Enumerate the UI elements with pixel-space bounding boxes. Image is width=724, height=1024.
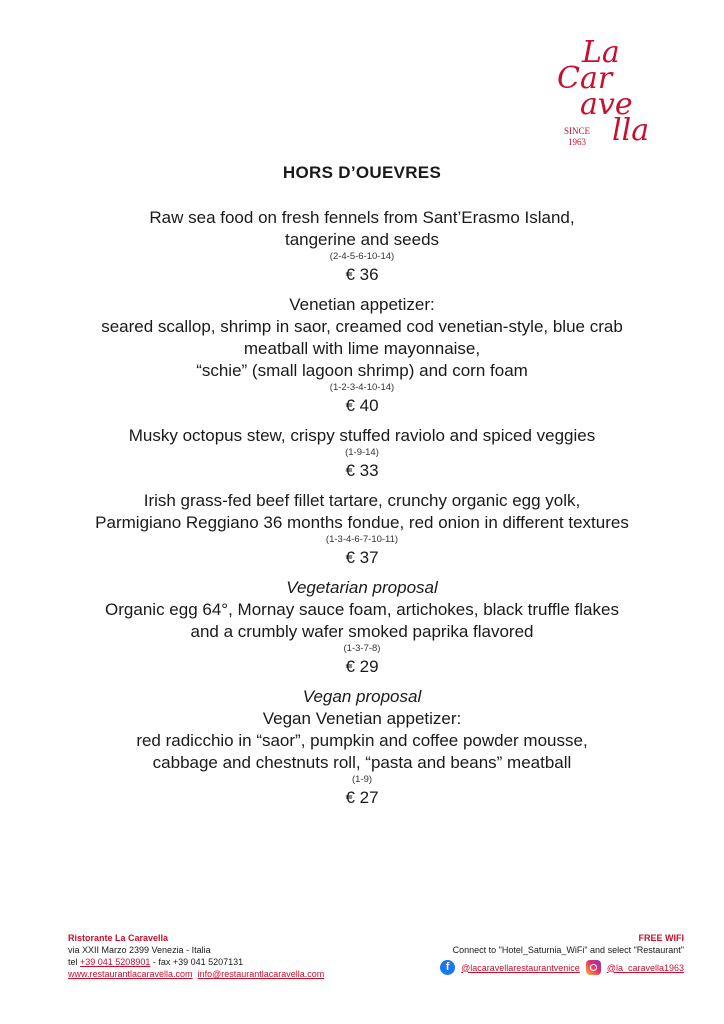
dish-allergens: (1-3-4-6-7-10-11) bbox=[325, 534, 399, 545]
footer-wifi bbox=[440, 932, 684, 975]
tel-label: tel bbox=[68, 957, 81, 967]
menu-dish bbox=[0, 425, 724, 483]
address: via XXII Marzo 2399 Venezia - Italia bbox=[68, 945, 211, 955]
dish-allergens: (1-2-3-4-10-14) bbox=[329, 382, 395, 393]
menu-dish bbox=[0, 686, 724, 810]
dish-price: € 33 bbox=[345, 461, 379, 480]
dish-description: cabbage and chestnuts roll, “pasta and beans” meatball bbox=[152, 753, 572, 772]
email-link[interactable]: info@restaurantlacaravella.com bbox=[197, 969, 325, 979]
wifi-title: FREE WIFI bbox=[638, 933, 684, 943]
dish-description: meatball with lime mayonnaise, bbox=[243, 339, 481, 358]
logo-line-4: lla bbox=[612, 113, 650, 148]
dish-allergens: (2-4-5-6-10-14) bbox=[329, 251, 395, 262]
menu-dish bbox=[0, 294, 724, 418]
dish-price: € 27 bbox=[345, 788, 379, 807]
logo bbox=[552, 36, 687, 151]
logo-line-3: ave bbox=[580, 87, 633, 122]
phone-line bbox=[68, 956, 324, 968]
footer-contact bbox=[68, 932, 324, 980]
fax: - fax +39 041 5207131 bbox=[150, 957, 244, 967]
wifi-text: Connect to "Hotel_Saturnia_WiFi" and select "Restaurant" bbox=[452, 945, 684, 955]
dish-description: Vegan Venetian appetizer: bbox=[262, 709, 462, 728]
logo-since: SINCE bbox=[564, 126, 591, 136]
dish-price: € 37 bbox=[345, 548, 379, 567]
dish-allergens: (1-3-7-8) bbox=[343, 643, 381, 654]
logo-year: 1963 bbox=[568, 137, 586, 147]
footer bbox=[0, 932, 724, 992]
menu-dish bbox=[0, 577, 724, 679]
dish-description: “schie” (small lagoon shrimp) and corn foam bbox=[196, 361, 528, 380]
social-links bbox=[440, 960, 684, 975]
dish-allergens: (1-9-14) bbox=[345, 447, 379, 458]
dish-price: € 29 bbox=[345, 657, 379, 676]
dish-proposal: Vegetarian proposal bbox=[286, 578, 438, 597]
dish-proposal: Vegan proposal bbox=[302, 687, 422, 706]
dish-description: seared scallop, shrimp in saor, creamed cod venetian-style, blue crab bbox=[101, 317, 623, 336]
dish-description: Parmigiano Reggiano 36 months fondue, red onion in different textures bbox=[95, 513, 629, 532]
dish-description: Musky octopus stew, crispy stuffed raviolo and spiced veggies bbox=[128, 426, 596, 445]
dish-price: € 40 bbox=[345, 396, 379, 415]
dish-description: red radicchio in “saor”, pumpkin and coffee powder mousse, bbox=[136, 731, 588, 750]
facebook-link[interactable]: @lacaravellarestaurantvenice bbox=[461, 962, 580, 973]
dish-description: Organic egg 64°, Mornay sauce foam, artichokes, black truffle flakes bbox=[105, 600, 619, 619]
dish-description: and a crumbly wafer smoked paprika flavored bbox=[190, 622, 534, 641]
menu-dish bbox=[0, 207, 724, 287]
facebook-icon: f bbox=[440, 960, 455, 975]
instagram-link[interactable]: @la_caravella1963 bbox=[606, 962, 684, 973]
website-link[interactable]: www.restaurantlacaravella.com bbox=[68, 969, 193, 979]
dish-description: Venetian appetizer: bbox=[289, 295, 435, 314]
dish-price: € 36 bbox=[345, 265, 379, 284]
restaurant-name: Ristorante La Caravella bbox=[68, 933, 169, 943]
dish-description: tangerine and seeds bbox=[284, 230, 440, 249]
web-line bbox=[68, 968, 324, 980]
dish-allergens: (1-9) bbox=[351, 774, 373, 785]
menu-dish bbox=[0, 490, 724, 570]
logo-line-2: Car bbox=[557, 61, 613, 96]
phone-link[interactable]: +39 041 5208901 bbox=[80, 957, 151, 967]
menu-list bbox=[0, 207, 724, 817]
logo-line-1: La bbox=[582, 36, 620, 70]
instagram-icon bbox=[586, 960, 601, 975]
dish-description: Irish grass-fed beef fillet tartare, crunchy organic egg yolk, bbox=[143, 491, 581, 510]
dish-description: Raw sea food on fresh fennels from Sant’Erasmo Island, bbox=[149, 208, 575, 227]
section-title: HORS D’OUEVRES bbox=[282, 163, 442, 182]
